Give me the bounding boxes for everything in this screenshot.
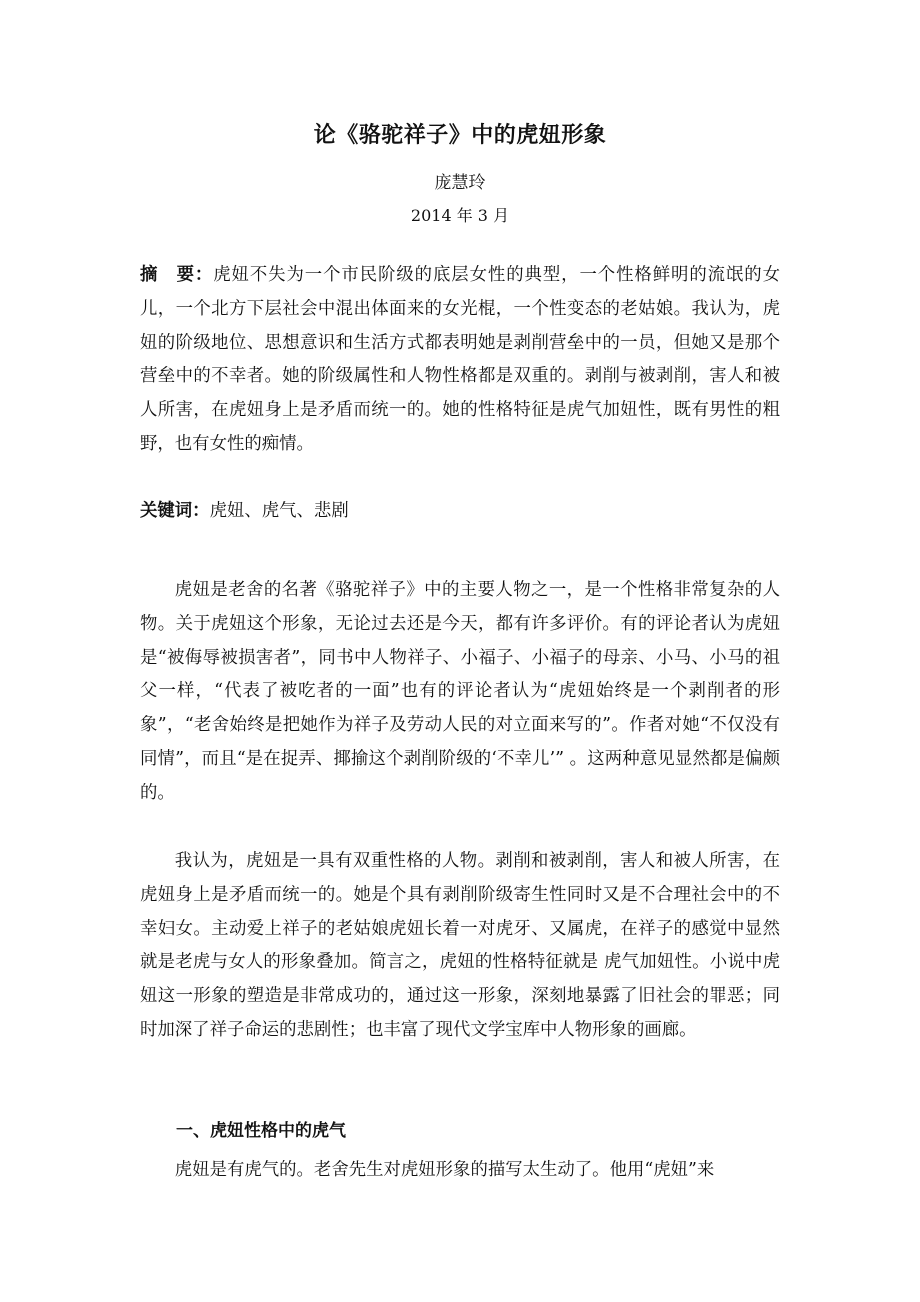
author-name: 庞慧玲 (434, 173, 486, 193)
abstract-paragraph (140, 259, 780, 462)
section-heading-1: 一、虎妞性格中的虎气 (176, 1121, 346, 1141)
document-title: 论《骆驼祥子》中的虎妞形象 (313, 123, 607, 148)
body-paragraph-2: 我认为，虎妞是一具有双重性格的人物。剥削和被剥削，害人和被人所害，在虎妞身上是矛盾而统一的。她是个具有剥削阶级寄生性同时又是不合理社会中的不幸妇女。主动爱上祥子的老姑娘虎妞长着一对虎牙、又属虎，在祥子的感觉中显然就是老虎与女人的形象叠加。简言之，虎妞的性格特征就是 虎气加妞性。小说中虎妞这一形象的塑造是非常成功的，通过这一形象，深刻地暴露了旧社会的罪恶；同时加深了祥子命运的悲剧性；也丰富了现代文学宝库中人物形象的画廊。 (140, 851, 780, 1040)
abstract-text: 虎妞不失为一个市民阶级的底层女性的典型，一个性格鲜明的流氓的女儿，一个北方下层社会中混出体面来的女光棍，一个性变态的老姑娘。我认为，虎妞的阶级地位、思想意识和生活方式都表明她是剥削营垒中的一员，但她又是那个营垒中的不幸者。她的阶级属性和人物性格都是双重的。剥削与被剥削，害人和被人所害，在虎妞身上是矛盾而统一的。她的性格特征是虎气加妞性，既有男性的粗野，也有女性的痴情。 (140, 265, 780, 454)
body-paragraph-1: 虎妞是老舍的名著《骆驼祥子》中的主要人物之一，是一个性格非常复杂的人物。关于虎妞这个形象，无论过去还是今天，都有许多评价。有的评论者认为虎妞是“被侮辱被损害者”，同书中人物祥子、小福子、小福子的母亲、小马、小马的祖父一样，“代表了被吃者的一面”也有的评论者认为“虎妞始终是一个剥削者的形象”，“老舍始终是把她作为祥子及劳动人民的对立面来写的”。作者对她“不仅没有同情”，而且“是在捉弄、揶揄这个剥削阶级的‘不幸儿’” 。这两种意见显然都是偏颇的。 (140, 580, 780, 803)
keywords-text: 虎妞、虎气、悲剧 (209, 501, 349, 521)
section-1-paragraph: 虎妞是有虎气的。老舍先生对虎妞形象的描写太生动了。他用“虎妞”来 (174, 1160, 715, 1180)
keywords-paragraph (140, 495, 780, 529)
publication-date: 2014 年 3 月 (410, 206, 510, 225)
keywords-label: 关键词： (140, 501, 210, 521)
abstract-label: 摘 要： (140, 265, 214, 285)
